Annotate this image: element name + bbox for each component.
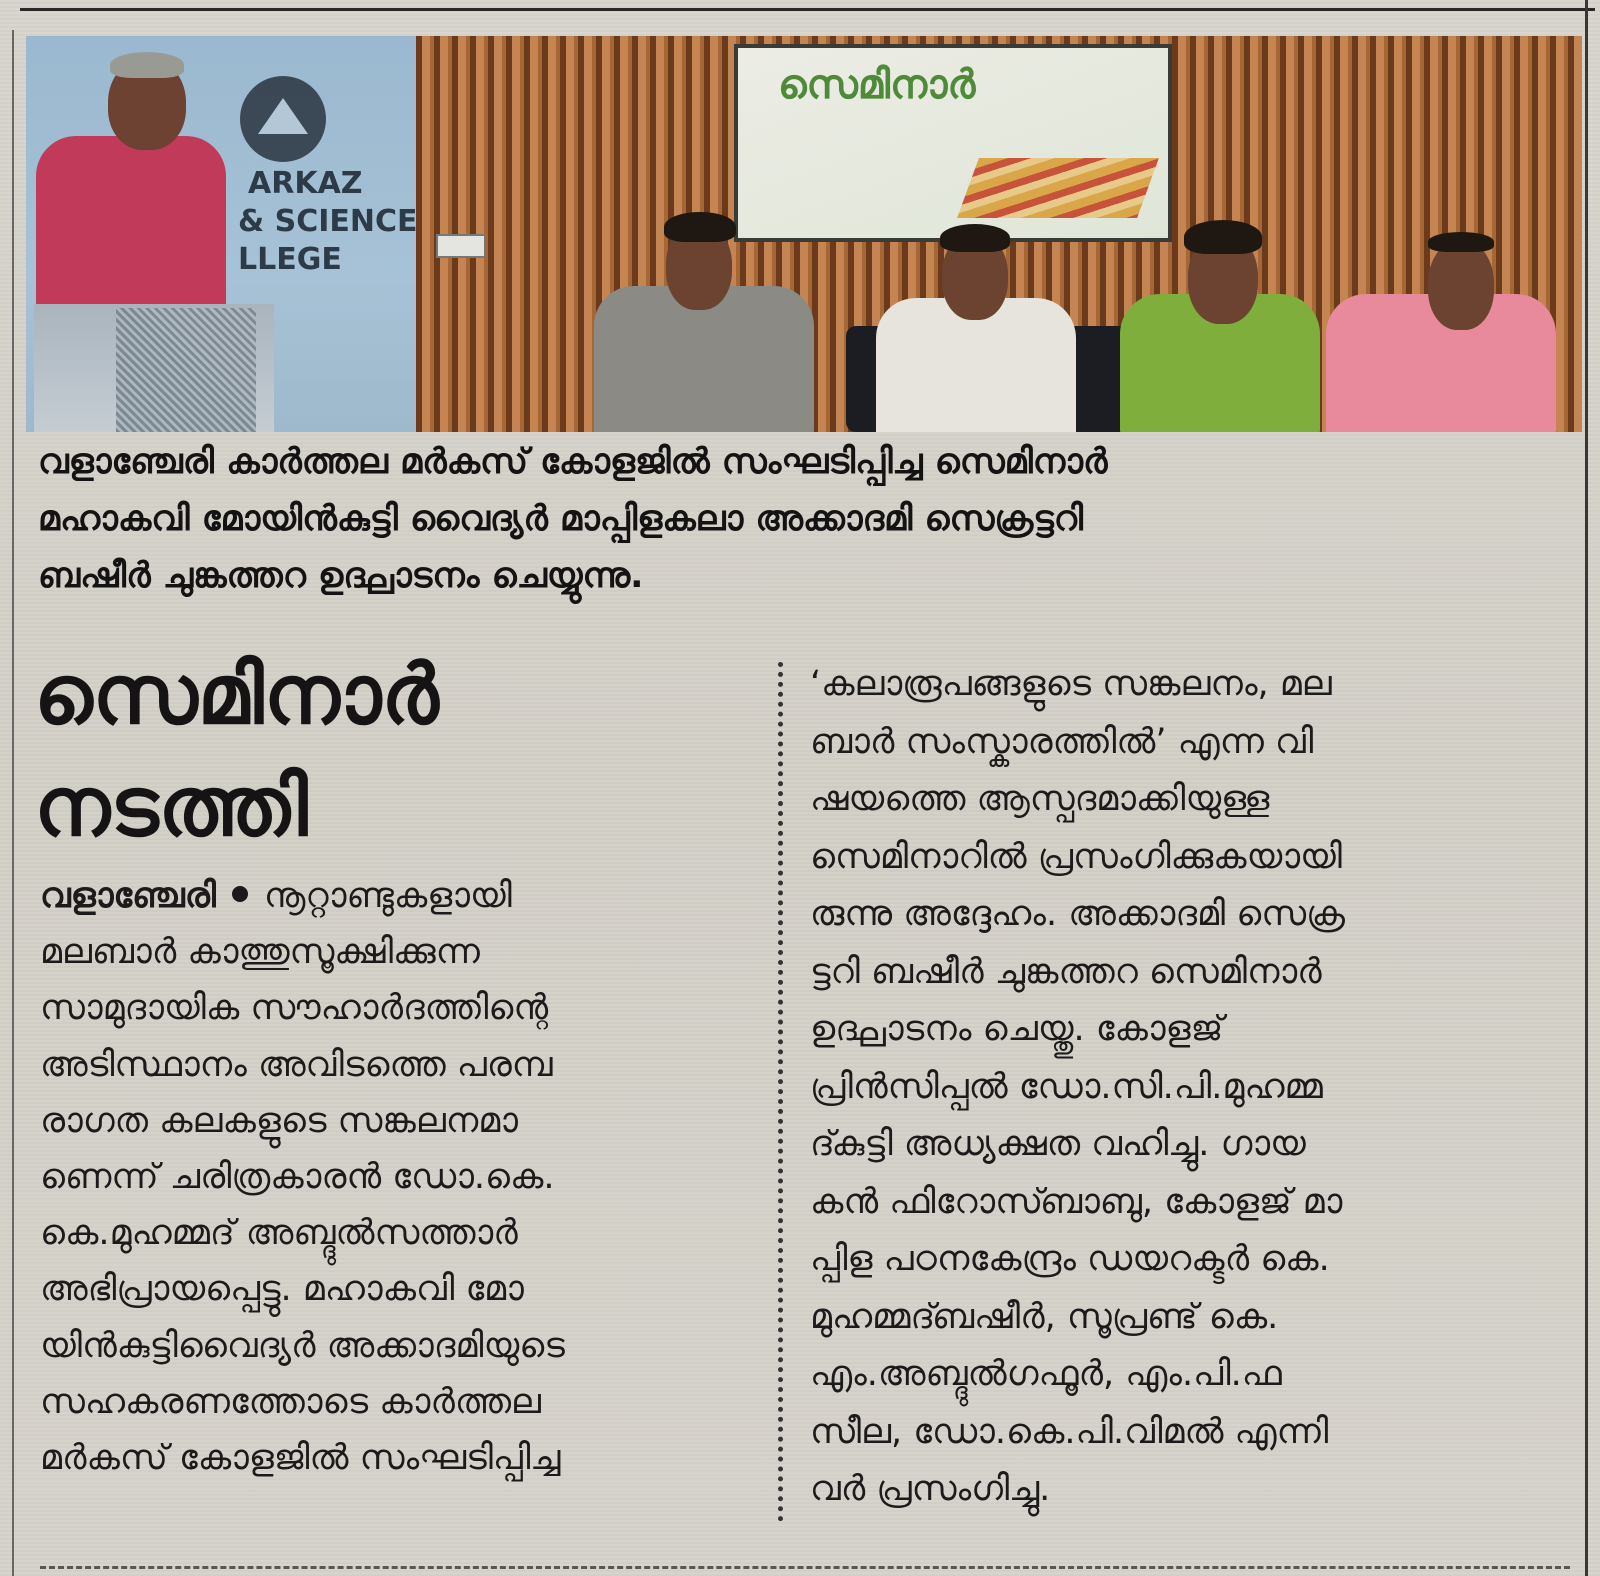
left-border-rule [12, 30, 14, 1576]
caption-line: വളാഞ്ചേരി കാർത്തല മർകസ് കോളജിൽ സംഘടിപ്പിച്ച സെമിനാർ [38, 442, 1108, 482]
top-border-rule [20, 0, 1595, 11]
column-divider [778, 662, 783, 1522]
banner-text-line-2: & SCIENCE [238, 204, 418, 239]
article-line: ‘കലാരൂപങ്ങളുടെ സങ്കലനം, മല [810, 664, 1332, 704]
dateline: വളാഞ്ചേരി [40, 876, 217, 916]
article-line: കൻ ഫിറോസ്ബാബു, കോളജ് മാ [810, 1181, 1343, 1222]
podium-front [116, 308, 256, 432]
article-line: വർ പ്രസംഗിച്ചു. [810, 1469, 1051, 1509]
article-line: എം.അബ്ദുൽഗഫൂർ, എം.പി.ഫ [810, 1354, 1282, 1394]
photo-caption [38, 434, 1558, 605]
banner-text-line-3: LLEGE [238, 242, 342, 277]
article-text: നൂറ്റാണ്ടുകളായി [264, 876, 512, 916]
screen-title: സെമിനാർ [778, 62, 976, 108]
article-line: ബാർ സംസ്കാരത്തിൽ’ എന്ന വി [810, 721, 1314, 762]
article-line: പ്പിള പഠനകേന്ദ്രം ഡയറക്ടർ കെ. [810, 1239, 1330, 1279]
article-column-left [40, 868, 760, 1486]
article-line: അടിസ്ഥാനം അവിടത്തെ പരമ്പ [40, 1044, 553, 1085]
caption-line: ബഷീർ ചുങ്കത്തറ ഉദ്ഘാടനം ചെയ്യുന്നു. [38, 556, 644, 596]
article-line: സീല, ഡോ.കെ.പി.വിമൽ എന്നി [810, 1411, 1329, 1452]
article-column-right [810, 656, 1550, 1519]
right-border-rule [1585, 0, 1588, 1576]
article-first-line [40, 868, 760, 924]
projection-screen [734, 44, 1172, 242]
article-line: മലബാർ കാത്തുസൂക്ഷിക്കുന്ന [40, 932, 480, 973]
article-line: പ്രിൻസിപ്പൽ ഡോ.സി.പി.മുഹമ്മ [810, 1066, 1323, 1107]
article-line: ഷയത്തെ ആസ്പദമാക്കിയുള്ള [810, 779, 1270, 819]
article-line: ഉദ്ഘാടനം ചെയ്തു. കോളജ് [810, 1009, 1224, 1049]
article-line: ണെന്ന് ചരിത്രകാരൻ ഡോ.കെ. [40, 1157, 555, 1198]
bottom-border-rule [40, 1566, 1570, 1569]
banner-text-line-1: ARKAZ [248, 166, 363, 201]
article-line: രാഗത കലകളുടെ സങ്കലനമാ [40, 1100, 518, 1141]
news-photo [26, 36, 1582, 432]
headline-line-2: നടത്തി [34, 760, 308, 855]
article-line: സെമിനാറിൽ പ്രസംഗിക്കുകയായി [810, 836, 1342, 877]
article-line: രുന്നു അദ്ദേഹം. അക്കാദമി സെക്ര [810, 894, 1345, 934]
article-line: മർകസ് കോളജിൽ സംഘടിപ്പിച്ച [40, 1438, 561, 1479]
wall-socket [436, 234, 486, 258]
article-headline [34, 640, 754, 864]
article-line: സഹകരണത്തോടെ കാർത്തല [40, 1381, 541, 1422]
article-line: മുഹമ്മദ്ബഷീർ, സൂപ്രണ്ട് കെ. [810, 1296, 1279, 1337]
article-line: ദ്കുട്ടി അധ്യക്ഷത വഹിച്ചു. ഗായ [810, 1124, 1306, 1164]
caption-line: മഹാകവി മോയിൻകുട്ടി വൈദ്യർ മാപ്പിളകലാ അക്കാദമി സെക്രട്ടറി [38, 499, 1084, 539]
article-line: കെ.മുഹമ്മദ് അബ്ദുൽസത്താർ [40, 1213, 518, 1254]
article-line: സാമുദായിക സൗഹാർദത്തിന്റെ [40, 988, 549, 1029]
headline-line-1: സെമിനാർ [34, 648, 439, 743]
college-logo-icon [240, 76, 326, 162]
article-line: ട്ടറി ബഷീർ ചുങ്കത്തറ സെമിനാർ [810, 951, 1322, 992]
article-line: അഭിപ്രായപ്പെട്ടു. മഹാകവി മോ [40, 1269, 524, 1310]
screen-graphic [957, 158, 1159, 218]
article-line: യിൻകുട്ടിവൈദ്യർ അക്കാദമിയുടെ [40, 1325, 565, 1366]
bullet-icon [232, 886, 248, 902]
